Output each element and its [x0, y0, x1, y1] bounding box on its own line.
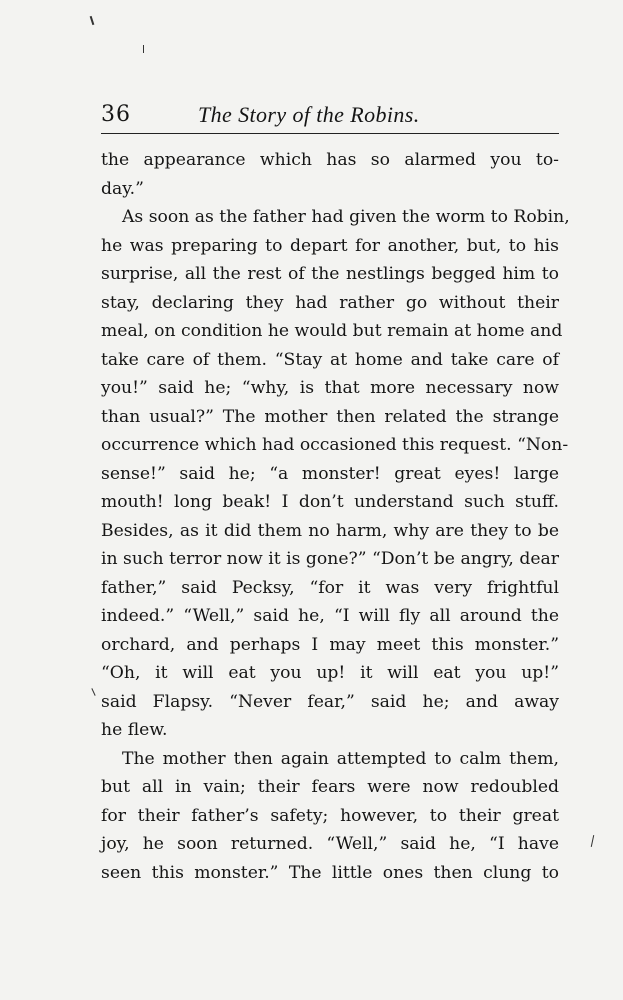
text-line: father,” said Pecksy, “for it was very frightful: [101, 577, 559, 598]
page-number: 36: [101, 102, 131, 127]
text-line: Besides, as it did them no harm, why are they to be: [101, 520, 559, 541]
text-line: “Oh, it will eat you up! it will eat you up!”: [101, 663, 559, 683]
text-line: The mother then again attempted to calm them,: [122, 748, 559, 769]
text-line: in such terror now it is gone?” “Don’t be angry, dear: [101, 549, 559, 569]
text-line: day.”: [101, 178, 144, 199]
text-line: you!” said he; “why, is that more necessary now: [101, 378, 559, 398]
text-line: meal, on condition he would but remain at home and: [101, 321, 563, 341]
margin-mark: [91, 688, 95, 696]
text-line: As soon as the father had given the worm to Robin,: [122, 207, 570, 227]
text-line: said Flapsy. “Never fear,” said he; and away: [101, 691, 559, 712]
text-line: but all in vain; their fears were now redoubled: [101, 777, 559, 797]
text-line: the appearance which has so alarmed you to-: [101, 150, 559, 170]
body-text: [101, 146, 570, 887]
text-line: sense!” said he; “a monster! great eyes! large: [101, 463, 559, 484]
text-line: joy, he soon returned. “Well,” said he, “I have: [101, 834, 559, 854]
margin-mark: [143, 45, 144, 53]
running-title: The Story of the Robins.: [198, 102, 420, 127]
text-line: indeed.” “Well,” said he, “I will fly all around the: [101, 606, 559, 626]
margin-mark: [591, 835, 594, 847]
text-line: for their father’s safety; however, to their great: [101, 805, 559, 826]
text-line: he was preparing to depart for another, but, to his: [101, 235, 559, 256]
text-line: orchard, and perhaps I may meet this monster.”: [101, 634, 559, 655]
text-line: seen this monster.” The little ones then clung to: [101, 862, 559, 883]
text-line: surprise, all the rest of the nestlings begged him to: [101, 264, 559, 284]
page-header: [101, 98, 559, 130]
header-rule: [101, 133, 559, 134]
text-line: occurrence which had occasioned this request. “Non-: [101, 435, 569, 455]
text-line: than usual?” The mother then related the strange: [101, 406, 559, 427]
text-line: he flew.: [101, 720, 168, 740]
text-line: mouth! long beak! I don’t understand such stuff.: [101, 492, 559, 512]
text-line: take care of them. “Stay at home and take care of: [101, 349, 559, 370]
text-line: stay, declaring they had rather go without their: [101, 292, 559, 313]
margin-mark: [90, 16, 95, 25]
